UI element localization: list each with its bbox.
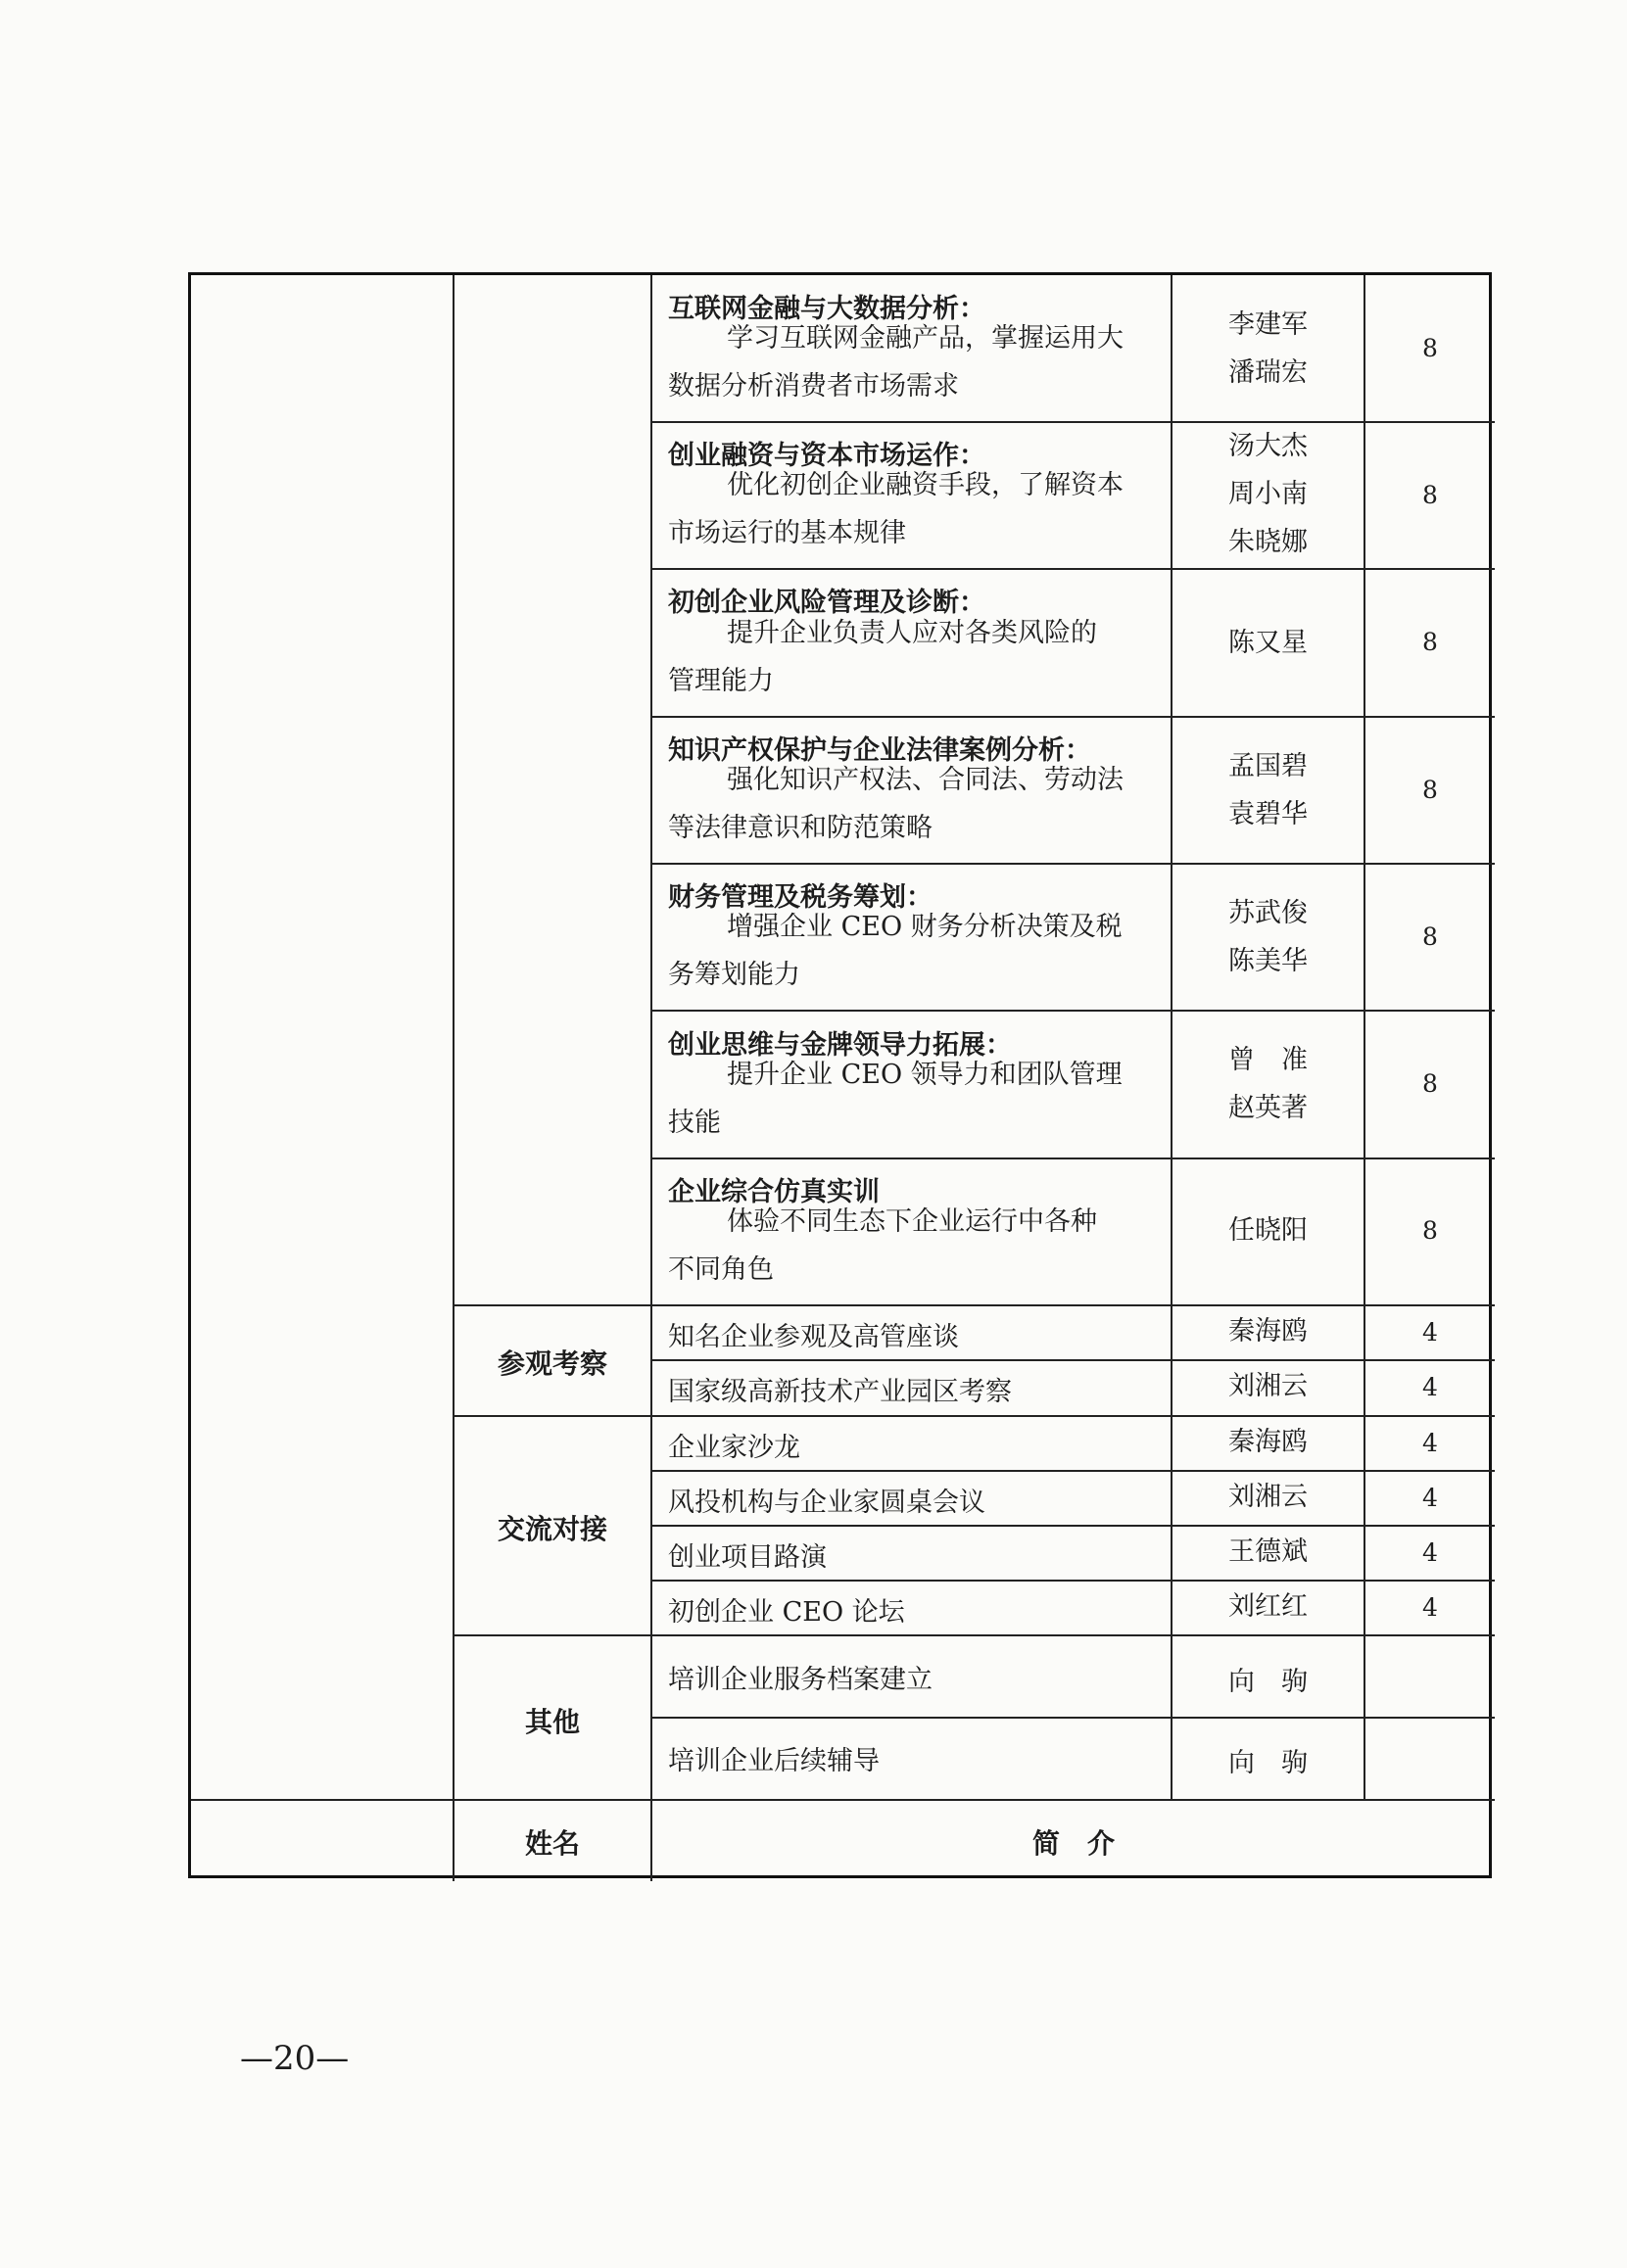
course-title: 互联网金融与大数据分析： [668,294,985,324]
course-desc: 务筹划能力 [668,960,800,990]
item-name: 初创企业 CEO 论坛 [668,1597,905,1628]
course-desc: 优化初创企业融资手段，了解资本 [727,470,1124,500]
item-name: 国家级高新技术产业园区考察 [668,1377,1012,1407]
teacher-name: 汤大杰 [1228,431,1308,461]
item-name: 知名企业参观及高管座谈 [668,1322,959,1352]
course-hours: 8 [1422,481,1438,509]
course-desc: 数据分析消费者市场需求 [668,371,959,402]
course-desc: 等法律意识和防范策略 [668,813,933,843]
teacher-name: 孟国碧 [1228,751,1308,781]
teacher-name: 刘红红 [1228,1591,1308,1622]
course-desc: 技能 [668,1108,721,1138]
teacher-name: 陈美华 [1228,946,1308,976]
course-hours: 8 [1422,776,1438,804]
intro-column-header: 简 介 [1031,1827,1115,1860]
course-desc: 市场运行的基本规律 [668,518,906,548]
course-desc: 提升企业负责人应对各类风险的 [727,618,1097,648]
course-title: 企业综合仿真实训 [668,1177,880,1207]
teacher-name: 周小南 [1228,479,1308,509]
course-desc: 学习互联网金融产品，掌握运用大 [727,323,1124,354]
course-title: 初创企业风险管理及诊断： [668,588,985,618]
item-name: 风投机构与企业家圆桌会议 [668,1488,985,1518]
course-desc: 体验不同生态下企业运行中各种 [727,1206,1097,1237]
course-hours: 8 [1422,1069,1438,1098]
teacher-name: 秦海鸥 [1228,1316,1308,1347]
teacher-name: 陈又星 [1228,628,1308,658]
teacher-name: 苏武俊 [1228,898,1308,928]
course-hours: 8 [1422,334,1438,362]
course-title: 财务管理及税务筹划： [668,882,933,913]
teacher-name: 向 驹 [1228,1748,1308,1778]
teacher-name: 曾 准 [1228,1045,1308,1075]
teacher-name: 潘瑞宏 [1228,357,1308,388]
item-hours: 4 [1422,1538,1438,1567]
teacher-name: 朱晓娜 [1228,527,1308,557]
page-number: —20— [240,2039,350,2078]
teacher-name: 李建军 [1228,309,1308,340]
course-desc: 管理能力 [668,666,774,696]
item-hours: 4 [1422,1484,1438,1512]
teacher-name: 赵英著 [1228,1093,1308,1123]
category-exchange: 交流对接 [497,1513,607,1545]
item-hours: 4 [1422,1318,1438,1347]
course-desc: 提升企业 CEO 领导力和团队管理 [727,1060,1123,1090]
teacher-name: 袁碧华 [1228,799,1308,829]
teacher-name: 刘湘云 [1228,1371,1308,1401]
category-other: 其他 [524,1706,580,1738]
name-column-header: 姓名 [524,1827,580,1860]
teacher-name: 向 驹 [1228,1667,1308,1697]
item-name: 培训企业服务档案建立 [668,1665,933,1695]
item-hours: 4 [1422,1429,1438,1457]
item-hours: 4 [1422,1373,1438,1401]
course-hours: 8 [1422,922,1438,951]
item-hours: 4 [1422,1593,1438,1622]
teacher-name: 秦海鸥 [1228,1427,1308,1457]
teacher-name: 刘湘云 [1228,1482,1308,1512]
course-desc: 增强企业 CEO 财务分析决策及税 [727,912,1123,942]
item-name: 创业项目路演 [668,1542,827,1573]
category-visits: 参观考察 [497,1347,607,1380]
teacher-name: 王德斌 [1228,1536,1308,1567]
item-name: 企业家沙龙 [668,1433,800,1463]
course-title: 知识产权保护与企业法律案例分析： [668,735,1091,766]
course-desc: 不同角色 [668,1254,774,1285]
course-title: 创业融资与资本市场运作： [668,441,985,471]
teacher-name: 任晓阳 [1228,1215,1308,1246]
course-hours: 8 [1422,1216,1438,1245]
course-desc: 强化知识产权法、合同法、劳动法 [727,765,1124,795]
course-hours: 8 [1422,628,1438,656]
course-table [188,272,1492,1878]
course-title: 创业思维与金牌领导力拓展： [668,1030,1012,1061]
item-name: 培训企业后续辅导 [668,1746,880,1776]
